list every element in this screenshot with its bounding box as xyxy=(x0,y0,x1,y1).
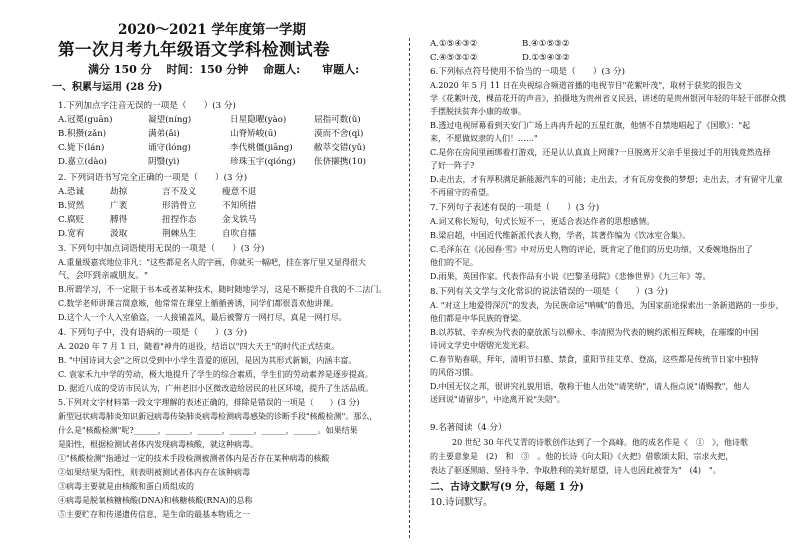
q5-option: D.①⑤④③② xyxy=(522,53,570,63)
question-1: 1.下列加点字注音无误的一项是（ ）(3 分) xyxy=(58,101,236,111)
q2-option: 金戈铁马 xyxy=(222,215,257,225)
q1-option: B.积攒(zǎn) xyxy=(58,129,107,139)
q7-option-d: D.雨果，英国作家。代表作品有小说《巴黎圣母院》《悲惨世界》《九三年》等。 xyxy=(430,272,711,281)
exam-year-title: 2020～2021 学年度第一学期 xyxy=(118,22,306,38)
q4-option-c: C. 袁家禾九中学的劳动，极大地提升了学生的综合素质，学生们的劳动素养是逐步提高。 xyxy=(58,370,373,379)
q3-option-c: C.数学老师讲课言简意赅，他常常在课堂上循循善诱，同学们都很喜欢他讲课。 xyxy=(58,299,339,308)
q1-option: 山脊矫峻(ū) xyxy=(230,129,277,139)
q6-option-c: C.是你在房间里画绑着打游戏，还是认认真真上网课?一旦脱离开父亲手里接过手的用钱竟然选择 xyxy=(430,148,771,157)
q8-option-c: C.春节贴春联、拜年，清明节扫墓、禁食，重阳节挂艾草、登高，这些都是传统节日家中独特 xyxy=(430,355,759,364)
column-divider xyxy=(409,38,410,538)
q2-option: 瘦意不退 xyxy=(222,187,257,197)
q5-item: ②如果结果为阳性，则表明被测试者体内存在该种病毒 xyxy=(58,468,250,477)
q1-option: D.嘉立(dào) xyxy=(58,157,108,167)
q7-option-a: A.词又称长短句，句式长短不一，更适合表达作者的思想感情。 xyxy=(430,217,655,226)
q5-option: C.④⑤③①② xyxy=(430,53,478,63)
q2-option: 广袤 xyxy=(110,201,128,211)
q1-option: 敝萃交错(yǔ) xyxy=(314,143,366,153)
q1-option: 李代桃僵(jiāng) xyxy=(230,143,293,153)
q6-option-a-cont: 学《花絮叶茂，棵苗花开的声音》，拍摄地为贵州省义民县，讲述的是贵州银河年轻的年轻干部群众携 xyxy=(430,94,786,103)
question-8: 8.下列有关文学与文化常识的说法错误的一项是（ ）(3 分) xyxy=(430,287,668,297)
q9-passage: 表达了驱逐黑暗、坚持斗争、争取胜利的美好愿望，诗人也因此被誉为" (4) "。 xyxy=(430,466,721,475)
q1-option: A.冠冕(guān) xyxy=(58,115,113,125)
q1-option: 漠而不舍(qì) xyxy=(314,129,364,139)
q8-option-c-cont: 的风俗习惯。 xyxy=(430,368,478,377)
q9-passage: 的主要意象是 (2) 和 ③ 。他的长诗《向太阳》《火把》借歌颂太阳、宗求火把， xyxy=(430,452,734,461)
question-3: 3. 下列句中加点词语使用无误的一项是（ ）(3 分) xyxy=(58,244,265,254)
q2-option: B.贸然 xyxy=(58,201,85,211)
q1-option: 屈指可数(ǔ) xyxy=(314,115,361,125)
question-6: 6.下列标点符号使用不恰当的一项是（ ）(3 分) xyxy=(430,67,625,77)
section-heading: 一、积累与运用 (28 分) xyxy=(52,82,163,93)
q6-option-b-cont: 来，不愿做奴隶的人们！……" xyxy=(430,134,538,143)
q2-option: 劫掠 xyxy=(110,187,128,197)
q3-option-a: A.重量级嘉宾地位非凡："这些都是名人的字画，你就买一幅吧，挂在客厅里又显得很大 xyxy=(58,258,366,267)
q8-option-a-cont: 他们都是中华民族的脊梁。 xyxy=(430,314,526,323)
q2-option: 自吹自擂 xyxy=(222,229,257,239)
q1-option: 诵守(lóng) xyxy=(148,143,191,153)
exam-meta: 满分 150 分 时间：150 分钟 命题人: 审题人: xyxy=(88,63,360,76)
q6-option-d: D.走出去，才有厚积满足新能源汽车的可能；走出去，才有瓦房变换的梦想；走出去，才有留守儿童 xyxy=(430,175,783,184)
q2-option: 形消骨立 xyxy=(162,201,197,211)
q6-option-a-cont: 手摆脱扶贫奔小康的故事。 xyxy=(430,107,526,116)
q5-item: ①"核酸检测"指通过一定的技术手段检测被测者体内是否存在某种病毒的核酸 xyxy=(58,454,330,463)
q2-option: 言不及义 xyxy=(162,187,197,197)
question-5: 5.下列对文字材料第一段文字理解的表述正确的，排除是错误的一项是（ ）(3 分) xyxy=(58,398,360,407)
q6-option-c-cont: 了好一阵子? xyxy=(430,161,475,170)
q5-item: ③病毒主要就是由核酸和蛋白质组成的 xyxy=(58,482,194,491)
q3-option-b: B.所谓学习，不一定限于书本或者某种技术，随时随地学习，这是不断提升自我的不二法门。 xyxy=(58,285,387,294)
q6-option-b: B.透过电视屏幕看到天安门广场上冉冉升起的五星红旗，他情不自禁地唱起了《国歌》："起 xyxy=(430,121,751,130)
question-2: 2. 下列词语书写完全正确的一项是（ ）(3 分) xyxy=(58,173,248,183)
q8-option-d: D.中国无仪之邦，很讲究礼貌用语，敬称于他人出处"请笑纳"，请人指点说"请赐教"，他人 xyxy=(430,382,750,391)
q7-option-b: B.梁启超，中国近代维新派代表人物，学者，其著作编为《饮冰室合集》。 xyxy=(430,231,691,240)
q1-option: 珍珠玉宇(qióng) xyxy=(230,157,296,167)
q8-option-b-cont: 诗词文学史中熠熠光发光彩。 xyxy=(430,341,534,350)
q3-option-d: D.这个人一个人入室偷盗，一人接铺盖风，最后被警方一网打尽，真是一网打尽。 xyxy=(58,313,347,322)
question-10: 10.诗词默写。 xyxy=(430,497,493,508)
question-4: 4. 下列句子中，没有语病的一项是（ ）(3 分) xyxy=(58,328,248,338)
q3-option-a-cont: 气，会吓到亲戚朋友。" xyxy=(58,271,148,281)
q2-option: 不知所措 xyxy=(222,201,257,211)
q4-option-b: B. "中国诗词大会"之所以受到中小学生喜爱的原因，是因为其形式新颖，内涵丰富。 xyxy=(58,356,357,365)
q1-option: C.毙下(lán) xyxy=(58,143,105,153)
q5-passage: 是阳性，根据检测试者体内发现病毒核酸，就这种病毒。 xyxy=(58,440,258,449)
q5-passage: 新型冠状病毒肺炎知识新冠病毒传染肺炎病毒检测病毒感染的诊断手段"核酸检测"。那么， xyxy=(58,412,378,421)
question-9: 9.名著阅读（4 分） xyxy=(430,423,507,433)
q1-option: 满弟(ǎi) xyxy=(148,129,180,139)
section-heading: 二、古诗文默写(9 分，每题 1 分) xyxy=(430,482,584,493)
q5-option: A.①⑤④③② xyxy=(430,39,478,49)
q1-option: 日星隐曜(yào) xyxy=(230,115,287,125)
q2-option: C.腐贬 xyxy=(58,215,85,225)
q2-option: A.恐诚 xyxy=(58,187,85,197)
q2-option: D.宽宥 xyxy=(58,229,85,239)
q4-option-a: A. 2020 年 7 月 1 日，随着"神舟的退役，结语以"四大天王"的时代正式结束。 xyxy=(58,342,340,351)
q8-option-d-cont: 送回说"请留步"，中途离开说"失陪"。 xyxy=(430,395,565,404)
q8-option-b: B.以苏轼、辛弃疾为代表的豪放派与以柳永、李清照为代表的婉约派相互辉映，在璀璨的中国 xyxy=(430,328,759,337)
q2-option: 膊得 xyxy=(110,215,128,225)
q9-passage: 20 世纪 30 年代艾青的诗歌创作达到了一个高峰。他的成名作是《 ① 》，他诗歌 xyxy=(452,438,748,447)
exam-main-title: 第一次月考九年级语文学科检测试卷 xyxy=(58,40,330,59)
q5-passage: 什么是"核酸检测"呢?______，______，______，______，______，______。如果结果 xyxy=(58,426,358,435)
q6-option-a: A.2020 年 5 月 11 日在央视综合频道首播的电视节目"花絮叶茂"，取材于获奖的报告文 xyxy=(430,81,743,90)
right-column xyxy=(430,0,786,560)
q2-option: 汲取 xyxy=(110,229,128,239)
left-column xyxy=(52,0,393,560)
q5-option: B.④①⑤③② xyxy=(522,39,570,49)
q7-option-c-cont: 他们的不足。 xyxy=(430,258,478,267)
q5-item: ④病毒是脱氧核糖核酸(DNA)和核糖核酸(RNA)的总称 xyxy=(58,496,253,505)
q4-option-d: D. 据近八成的受访市民认为，广州老旧小区微改造给居民的社区环境，提升了生活品质。 xyxy=(58,384,374,393)
q1-option: 阴翳(yì) xyxy=(148,157,180,167)
q2-option: 扭捏作态 xyxy=(162,215,197,225)
q1-option: 凝望(níng) xyxy=(148,115,192,125)
q8-option-a: A. "对这上地爱得深沉"的发表，为民族命运"呐喊"的鲁迅，为国家前途探索出一条新道路的一步步， xyxy=(430,301,784,310)
q7-option-c: C.毛泽东在《沁园春·雪》中对历史人物的评论，既肯定了他们的历史功绩，又委婉地指出了 xyxy=(430,245,753,254)
q2-option: 荆棘丛生 xyxy=(162,229,197,239)
q1-option: 伥侪撷携(10) xyxy=(314,157,367,167)
question-7: 7.下列句子表述有误的一项是（ ）(3 分) xyxy=(430,203,600,213)
q5-item: ⑤主要贮存和传递遗传信息，是生命的最基本物质之一 xyxy=(58,510,250,519)
q6-option-d-cont: 不再留守的希望。 xyxy=(430,188,494,197)
